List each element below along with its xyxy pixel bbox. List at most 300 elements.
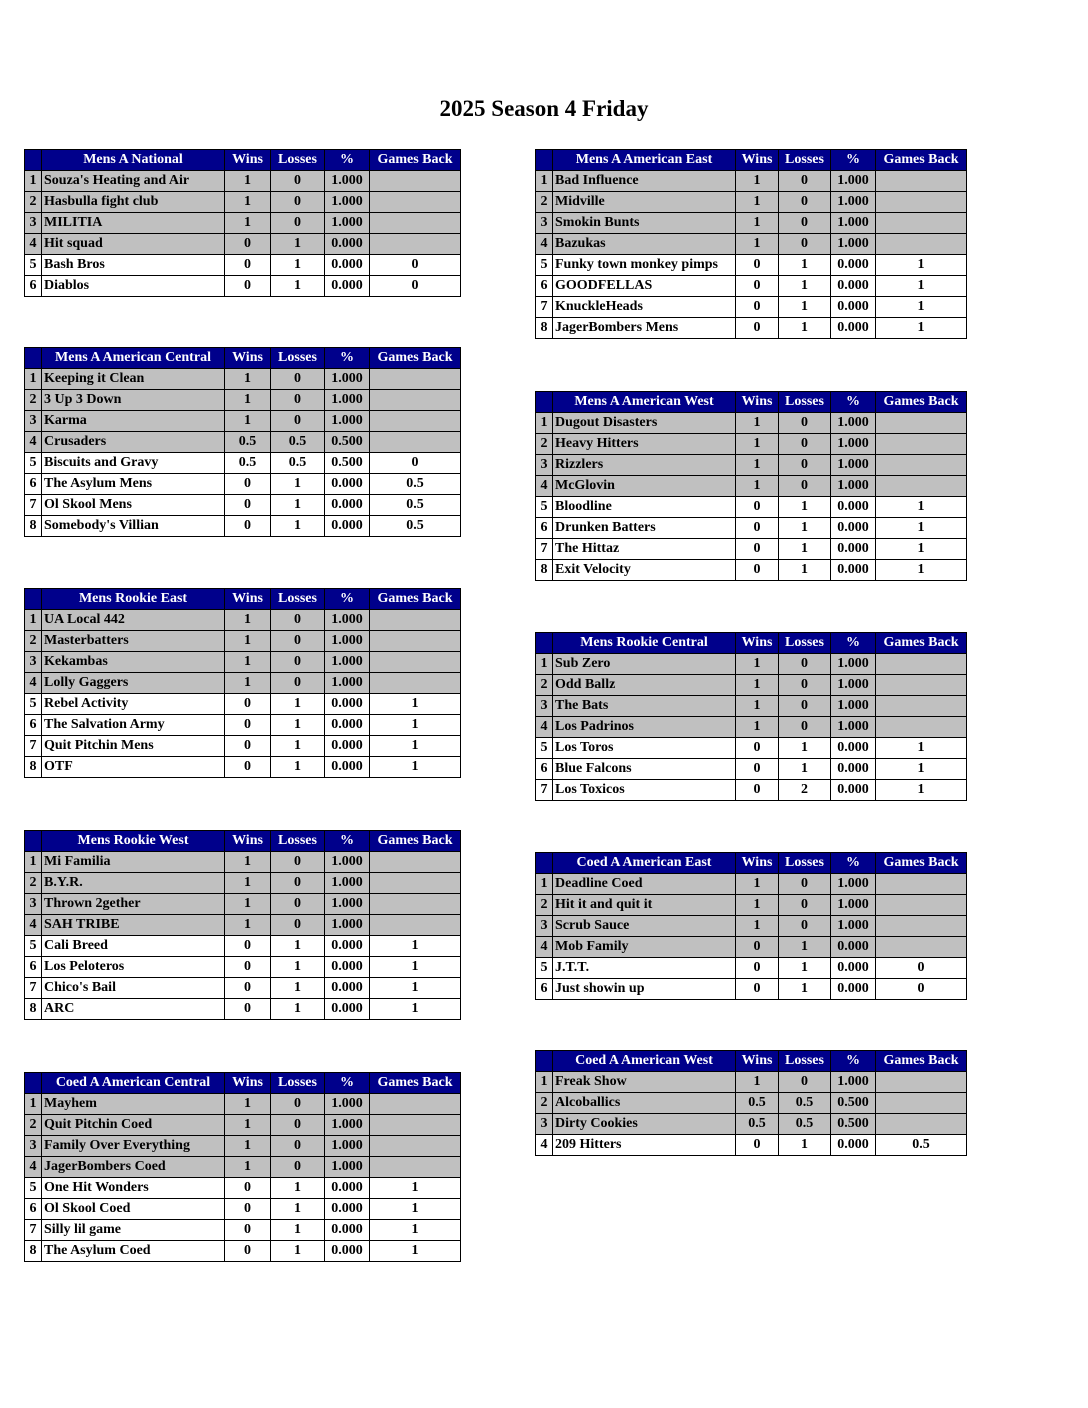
losses-cell: 0: [779, 1072, 831, 1093]
team-name-cell: OTF: [42, 757, 225, 778]
gb-cell: 1: [876, 518, 967, 539]
column-header-games-back: Games Back: [370, 348, 461, 369]
rank-cell: 1: [536, 413, 553, 434]
team-row: [536, 958, 967, 979]
pct-cell: 0.000: [831, 297, 876, 318]
column-header-wins: Wins: [736, 853, 779, 874]
losses-cell: 0.5: [779, 1093, 831, 1114]
team-name-cell: Rizzlers: [553, 455, 736, 476]
gb-cell: 1: [876, 255, 967, 276]
rank-cell: 2: [25, 192, 42, 213]
pct-cell: 1.000: [325, 1094, 370, 1115]
team-row: [25, 610, 461, 631]
team-row: [536, 497, 967, 518]
column-header-pct: %: [325, 1073, 370, 1094]
gb-cell: 1: [370, 957, 461, 978]
wins-cell: 0: [225, 516, 271, 537]
team-row: [25, 432, 461, 453]
pct-cell: 0.000: [325, 978, 370, 999]
team-name-cell: Cali Breed: [42, 936, 225, 957]
column-header-games-back: Games Back: [370, 150, 461, 171]
team-row: [25, 852, 461, 873]
column-header-games-back: Games Back: [370, 831, 461, 852]
header-row: [25, 589, 461, 610]
team-name-cell: The Bats: [553, 696, 736, 717]
rank-cell: 4: [536, 1135, 553, 1156]
team-row: [536, 455, 967, 476]
pct-cell: 0.000: [325, 276, 370, 297]
team-name-cell: Silly lil game: [42, 1220, 225, 1241]
team-row: [25, 474, 461, 495]
team-name-cell: Odd Ballz: [553, 675, 736, 696]
rank-cell: 2: [25, 631, 42, 652]
team-row: [536, 539, 967, 560]
team-name-cell: 209 Hitters: [553, 1135, 736, 1156]
column-header-losses: Losses: [271, 150, 325, 171]
losses-cell: 1: [779, 255, 831, 276]
wins-cell: 0: [225, 276, 271, 297]
team-name-cell: Blue Falcons: [553, 759, 736, 780]
wins-cell: 1: [225, 610, 271, 631]
team-name-cell: Midville: [553, 192, 736, 213]
team-name-cell: The Salvation Army: [42, 715, 225, 736]
division-name: Coed A American East: [553, 853, 736, 874]
wins-cell: 1: [736, 1072, 779, 1093]
team-name-cell: Mayhem: [42, 1094, 225, 1115]
rank-cell: 8: [25, 999, 42, 1020]
team-name-cell: Exit Velocity: [553, 560, 736, 581]
wins-cell: 0: [225, 255, 271, 276]
rank-cell: 7: [25, 1220, 42, 1241]
losses-cell: 1: [779, 560, 831, 581]
division-name: Coed A American West: [553, 1051, 736, 1072]
column-header-pct: %: [325, 150, 370, 171]
standings-table-mens-a-american-central: [24, 347, 461, 537]
pct-cell: 0.500: [831, 1093, 876, 1114]
pct-cell: 0.000: [831, 276, 876, 297]
gb-cell: [370, 673, 461, 694]
column-header-games-back: Games Back: [876, 1051, 967, 1072]
gb-cell: 0: [370, 276, 461, 297]
losses-cell: 0: [779, 654, 831, 675]
team-name-cell: Smokin Bunts: [553, 213, 736, 234]
losses-cell: 1: [779, 958, 831, 979]
losses-cell: 0: [271, 894, 325, 915]
wins-cell: 0: [736, 958, 779, 979]
column-header-games-back: Games Back: [876, 150, 967, 171]
wins-cell: 0: [225, 715, 271, 736]
pct-cell: 1.000: [325, 411, 370, 432]
team-name-cell: Deadline Coed: [553, 874, 736, 895]
gb-cell: 1: [370, 1220, 461, 1241]
pct-cell: 0.000: [325, 255, 370, 276]
page-title: 2025 Season 4 Friday: [439, 96, 649, 121]
wins-cell: 0.5: [225, 432, 271, 453]
team-row: [25, 1157, 461, 1178]
wins-cell: 1: [736, 455, 779, 476]
wins-cell: 0: [736, 738, 779, 759]
wins-cell: 1: [225, 411, 271, 432]
team-row: [536, 318, 967, 339]
pct-cell: 1.000: [325, 894, 370, 915]
gb-cell: 0.5: [370, 516, 461, 537]
column-header-losses: Losses: [271, 1073, 325, 1094]
pct-cell: 0.000: [325, 757, 370, 778]
wins-cell: 0: [225, 757, 271, 778]
rank-cell: 3: [25, 652, 42, 673]
column-header-pct: %: [831, 853, 876, 874]
column-header-wins: Wins: [225, 589, 271, 610]
gb-cell: [876, 654, 967, 675]
header-row: [536, 633, 967, 654]
column-header-pct: %: [325, 589, 370, 610]
losses-cell: 0: [271, 1157, 325, 1178]
losses-cell: 1: [271, 474, 325, 495]
gb-cell: [370, 915, 461, 936]
losses-cell: 0: [779, 434, 831, 455]
pct-cell: 0.000: [325, 1199, 370, 1220]
team-row: [25, 957, 461, 978]
losses-cell: 0: [779, 675, 831, 696]
column-header-games-back: Games Back: [876, 853, 967, 874]
team-row: [25, 171, 461, 192]
losses-cell: 1: [271, 757, 325, 778]
rank-cell: 6: [25, 957, 42, 978]
losses-cell: 1: [779, 979, 831, 1000]
losses-cell: 1: [779, 276, 831, 297]
gb-cell: [876, 717, 967, 738]
gb-cell: 0.5: [370, 495, 461, 516]
team-row: [25, 369, 461, 390]
wins-cell: 1: [736, 696, 779, 717]
losses-cell: 0: [271, 673, 325, 694]
wins-cell: 1: [736, 476, 779, 497]
team-name-cell: Freak Show: [553, 1072, 736, 1093]
gb-cell: 1: [370, 1178, 461, 1199]
gb-cell: [370, 652, 461, 673]
pct-cell: 0.500: [325, 432, 370, 453]
gb-cell: [370, 234, 461, 255]
rank-cell: 3: [536, 916, 553, 937]
team-name-cell: Kekambas: [42, 652, 225, 673]
gb-cell: [370, 610, 461, 631]
wins-cell: 0: [225, 1199, 271, 1220]
team-name-cell: 3 Up 3 Down: [42, 390, 225, 411]
column-header-losses: Losses: [779, 150, 831, 171]
wins-cell: 1: [225, 369, 271, 390]
gb-cell: 0: [370, 255, 461, 276]
gb-cell: [876, 1072, 967, 1093]
column-header-losses: Losses: [779, 633, 831, 654]
rank-cell: 8: [536, 560, 553, 581]
wins-cell: 0: [225, 957, 271, 978]
pct-cell: 1.000: [325, 1157, 370, 1178]
pct-cell: 1.000: [325, 915, 370, 936]
losses-cell: 0: [271, 873, 325, 894]
losses-cell: 0: [271, 390, 325, 411]
wins-cell: 0: [736, 255, 779, 276]
pct-cell: 0.000: [831, 518, 876, 539]
team-row: [25, 1220, 461, 1241]
gb-cell: [876, 455, 967, 476]
pct-cell: 1.000: [325, 852, 370, 873]
wins-cell: 0.5: [736, 1114, 779, 1135]
losses-cell: 1: [271, 999, 325, 1020]
losses-cell: 1: [271, 694, 325, 715]
team-name-cell: JagerBombers Coed: [42, 1157, 225, 1178]
team-name-cell: SAH TRIBE: [42, 915, 225, 936]
rank-cell: 1: [536, 171, 553, 192]
team-name-cell: KnuckleHeads: [553, 297, 736, 318]
wins-cell: 1: [736, 213, 779, 234]
column-header-wins: Wins: [225, 1073, 271, 1094]
gb-cell: 1: [370, 999, 461, 1020]
standings-table-mens-a-american-east: [535, 149, 967, 339]
team-row: [536, 696, 967, 717]
rank-cell: 6: [25, 474, 42, 495]
rank-cell: 3: [536, 696, 553, 717]
team-name-cell: JagerBombers Mens: [553, 318, 736, 339]
team-name-cell: ARC: [42, 999, 225, 1020]
wins-cell: 0: [736, 276, 779, 297]
team-name-cell: Los Padrinos: [553, 717, 736, 738]
gb-cell: 1: [876, 539, 967, 560]
losses-cell: 0: [779, 413, 831, 434]
wins-cell: 1: [225, 390, 271, 411]
pct-cell: 1.000: [325, 873, 370, 894]
team-row: [536, 297, 967, 318]
team-row: [536, 780, 967, 801]
team-name-cell: The Asylum Coed: [42, 1241, 225, 1262]
team-row: [536, 518, 967, 539]
team-name-cell: Scrub Sauce: [553, 916, 736, 937]
gb-cell: 1: [876, 318, 967, 339]
rank-header: [25, 1073, 42, 1094]
gb-cell: 1: [370, 736, 461, 757]
rank-cell: 6: [25, 1199, 42, 1220]
rank-header: [25, 150, 42, 171]
wins-cell: 0: [225, 736, 271, 757]
team-row: [25, 757, 461, 778]
pct-cell: 1.000: [831, 696, 876, 717]
gb-cell: [370, 1157, 461, 1178]
pct-cell: 0.000: [831, 958, 876, 979]
team-row: [25, 213, 461, 234]
pct-cell: 0.000: [831, 560, 876, 581]
rank-header: [25, 348, 42, 369]
wins-cell: 0: [736, 759, 779, 780]
division-name: Coed A American Central: [42, 1073, 225, 1094]
team-name-cell: Bloodline: [553, 497, 736, 518]
gb-cell: [876, 1114, 967, 1135]
team-row: [536, 192, 967, 213]
wins-cell: 0: [736, 297, 779, 318]
rank-cell: 3: [25, 411, 42, 432]
team-name-cell: Mi Familia: [42, 852, 225, 873]
gb-cell: [370, 171, 461, 192]
pct-cell: 1.000: [831, 171, 876, 192]
pct-cell: 0.000: [831, 937, 876, 958]
gb-cell: 1: [876, 738, 967, 759]
team-row: [25, 694, 461, 715]
losses-cell: 0: [271, 369, 325, 390]
team-name-cell: Masterbatters: [42, 631, 225, 652]
wins-cell: 1: [736, 874, 779, 895]
team-name-cell: Los Toxicos: [553, 780, 736, 801]
rank-cell: 5: [536, 958, 553, 979]
gb-cell: [370, 1136, 461, 1157]
losses-cell: 1: [271, 715, 325, 736]
column-header-wins: Wins: [225, 831, 271, 852]
gb-cell: [876, 916, 967, 937]
pct-cell: 1.000: [831, 413, 876, 434]
team-row: [536, 171, 967, 192]
gb-cell: [876, 192, 967, 213]
gb-cell: [876, 434, 967, 455]
column-header-wins: Wins: [225, 150, 271, 171]
wins-cell: 0: [736, 539, 779, 560]
pct-cell: 1.000: [325, 673, 370, 694]
column-header-losses: Losses: [271, 831, 325, 852]
rank-cell: 2: [25, 390, 42, 411]
losses-cell: 1: [271, 1178, 325, 1199]
rank-cell: 2: [536, 192, 553, 213]
team-name-cell: Sub Zero: [553, 654, 736, 675]
standings-table-coed-a-american-central: [24, 1072, 461, 1262]
rank-cell: 7: [25, 736, 42, 757]
gb-cell: 1: [370, 936, 461, 957]
gb-cell: 0: [876, 958, 967, 979]
rank-cell: 1: [25, 1094, 42, 1115]
standings-table-mens-rookie-east: [24, 588, 461, 778]
rank-cell: 7: [536, 539, 553, 560]
losses-cell: 1: [271, 736, 325, 757]
team-row: [25, 234, 461, 255]
team-name-cell: Los Peloteros: [42, 957, 225, 978]
losses-cell: 0: [271, 1094, 325, 1115]
team-name-cell: Chico's Bail: [42, 978, 225, 999]
losses-cell: 1: [271, 1199, 325, 1220]
pct-cell: 0.500: [831, 1114, 876, 1135]
gb-cell: [876, 213, 967, 234]
rank-cell: 4: [536, 937, 553, 958]
rank-cell: 5: [536, 255, 553, 276]
pct-cell: 0.000: [831, 1135, 876, 1156]
gb-cell: [876, 675, 967, 696]
pct-cell: 0.000: [831, 759, 876, 780]
wins-cell: 1: [225, 673, 271, 694]
pct-cell: 1.000: [831, 895, 876, 916]
rank-cell: 4: [536, 476, 553, 497]
team-row: [25, 873, 461, 894]
losses-cell: 1: [271, 276, 325, 297]
team-row: [536, 979, 967, 1000]
pct-cell: 0.000: [325, 1178, 370, 1199]
column-header-games-back: Games Back: [876, 392, 967, 413]
pct-cell: 0.000: [325, 1241, 370, 1262]
losses-cell: 1: [271, 495, 325, 516]
losses-cell: 0: [271, 213, 325, 234]
losses-cell: 1: [779, 297, 831, 318]
standings-table-coed-a-american-east: [535, 852, 967, 1000]
team-row: [536, 1135, 967, 1156]
team-row: [536, 413, 967, 434]
wins-cell: 0: [736, 318, 779, 339]
team-name-cell: Hit squad: [42, 234, 225, 255]
rank-cell: 1: [536, 874, 553, 895]
wins-cell: 0.5: [736, 1093, 779, 1114]
pct-cell: 1.000: [831, 434, 876, 455]
column-header-pct: %: [831, 633, 876, 654]
team-row: [536, 255, 967, 276]
team-row: [536, 738, 967, 759]
column-header-losses: Losses: [779, 853, 831, 874]
rank-cell: 8: [25, 757, 42, 778]
losses-cell: 1: [779, 539, 831, 560]
pct-cell: 1.000: [831, 192, 876, 213]
team-row: [25, 999, 461, 1020]
team-row: [25, 894, 461, 915]
header-row: [536, 392, 967, 413]
gb-cell: [370, 1115, 461, 1136]
wins-cell: 1: [736, 675, 779, 696]
pct-cell: 1.000: [831, 1072, 876, 1093]
rank-cell: 2: [25, 873, 42, 894]
team-name-cell: One Hit Wonders: [42, 1178, 225, 1199]
gb-cell: [876, 874, 967, 895]
rank-cell: 1: [25, 852, 42, 873]
gb-cell: [370, 390, 461, 411]
gb-cell: [876, 234, 967, 255]
team-name-cell: Los Toros: [553, 738, 736, 759]
team-name-cell: Rebel Activity: [42, 694, 225, 715]
team-name-cell: Somebody's Villian: [42, 516, 225, 537]
division-name: Mens A American East: [553, 150, 736, 171]
gb-cell: [876, 413, 967, 434]
wins-cell: 0: [736, 780, 779, 801]
gb-cell: [876, 476, 967, 497]
team-row: [25, 736, 461, 757]
rank-cell: 3: [536, 455, 553, 476]
rank-header: [25, 831, 42, 852]
wins-cell: 0: [736, 518, 779, 539]
header-row: [25, 150, 461, 171]
gb-cell: 0: [370, 453, 461, 474]
team-name-cell: UA Local 442: [42, 610, 225, 631]
losses-cell: 0: [779, 213, 831, 234]
rank-cell: 4: [25, 1157, 42, 1178]
pct-cell: 0.000: [325, 957, 370, 978]
team-name-cell: Funky town monkey pimps: [553, 255, 736, 276]
rank-cell: 2: [536, 434, 553, 455]
column-header-games-back: Games Back: [370, 589, 461, 610]
column-header-pct: %: [831, 392, 876, 413]
losses-cell: 0.5: [779, 1114, 831, 1135]
team-row: [25, 453, 461, 474]
wins-cell: 1: [225, 1094, 271, 1115]
rank-cell: 5: [536, 738, 553, 759]
rank-cell: 5: [25, 936, 42, 957]
rank-cell: 1: [536, 654, 553, 675]
team-name-cell: Just showin up: [553, 979, 736, 1000]
column-header-losses: Losses: [271, 589, 325, 610]
losses-cell: 1: [779, 759, 831, 780]
rank-cell: 1: [25, 171, 42, 192]
team-name-cell: The Hittaz: [553, 539, 736, 560]
rank-cell: 7: [536, 297, 553, 318]
rank-header: [536, 633, 553, 654]
rank-cell: 6: [536, 276, 553, 297]
